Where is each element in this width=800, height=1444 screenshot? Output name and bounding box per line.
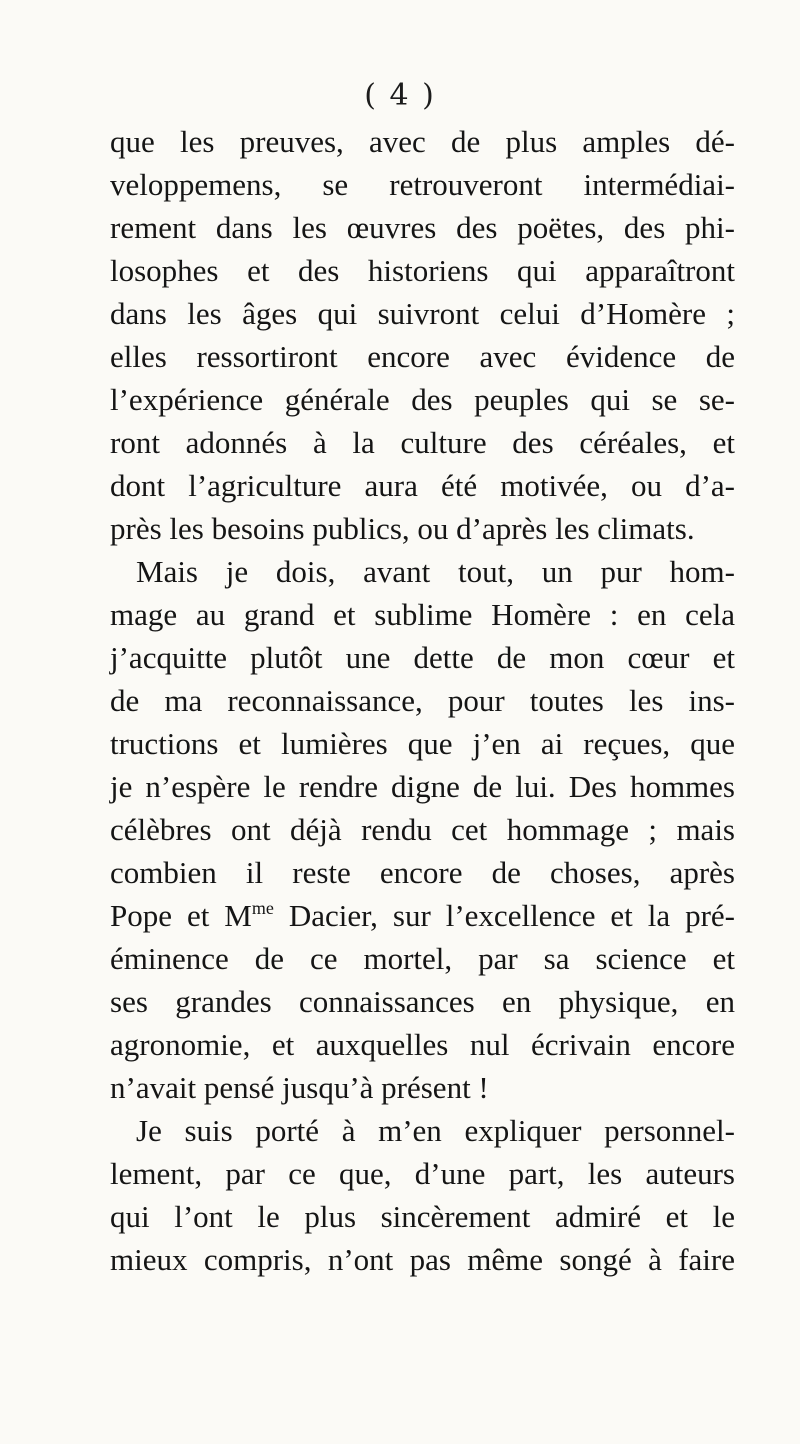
- text-line: n’avait pensé jusqu’à présent !: [110, 1070, 489, 1105]
- text-line: tructions et lumières que j’en ai reçues, que: [110, 726, 735, 761]
- text-line: losophes et des historiens qui apparaîtront: [110, 253, 735, 288]
- text-line: éminence de ce mortel, par sa science et: [110, 941, 735, 976]
- text-line: ront adonnés à la culture des céréales, et: [110, 425, 735, 460]
- text-line: l’expérience générale des peuples qui se se-: [110, 382, 735, 417]
- page-number: ( 4 ): [364, 78, 436, 113]
- text-line: près les besoins publics, ou d’après les climats.: [110, 511, 695, 546]
- text-line: elles ressortiront encore avec évidence de: [110, 339, 735, 374]
- body-text: [110, 120, 735, 1281]
- text-line: Mais je dois, avant tout, un pur hom-: [136, 554, 735, 589]
- text-line: j’acquitte plutôt une dette de mon cœur et: [110, 640, 735, 675]
- text-line: combien il reste encore de choses, après: [110, 855, 735, 890]
- superscript: me: [251, 898, 274, 918]
- text-fragment: Dacier, sur l’excellence et la pré-: [273, 898, 735, 933]
- text-line: ses grandes connaissances en physique, en: [110, 984, 735, 1019]
- text-line: célèbres ont déjà rendu cet hommage ; mais: [110, 812, 735, 847]
- text-line: mieux compris, n’ont pas même songé à faire: [110, 1242, 735, 1277]
- text-line: de ma reconnaissance, pour toutes les ins-: [110, 683, 735, 718]
- text-line: dans les âges qui suivront celui d’Homère ;: [110, 296, 735, 331]
- text-line: mage au grand et sublime Homère : en cela: [110, 597, 735, 632]
- text-line: [110, 894, 735, 937]
- text-line: rement dans les œuvres des poëtes, des phi-: [110, 210, 735, 245]
- text-fragment: Pope et M: [110, 898, 252, 933]
- text-line: agronomie, et auxquelles nul écrivain encore: [110, 1027, 735, 1062]
- text-line: veloppemens, se retrouveront intermédiai-: [110, 167, 735, 202]
- text-line: que les preuves, avec de plus amples dé-: [110, 124, 735, 159]
- text-line: qui l’ont le plus sincèrement admiré et le: [110, 1199, 735, 1234]
- text-line: lement, par ce que, d’une part, les auteurs: [110, 1156, 735, 1191]
- text-line: je n’espère le rendre digne de lui. Des hommes: [110, 769, 735, 804]
- text-line: dont l’agriculture aura été motivée, ou d’a-: [110, 468, 735, 503]
- text-line: Je suis porté à m’en expliquer personnel-: [136, 1113, 735, 1148]
